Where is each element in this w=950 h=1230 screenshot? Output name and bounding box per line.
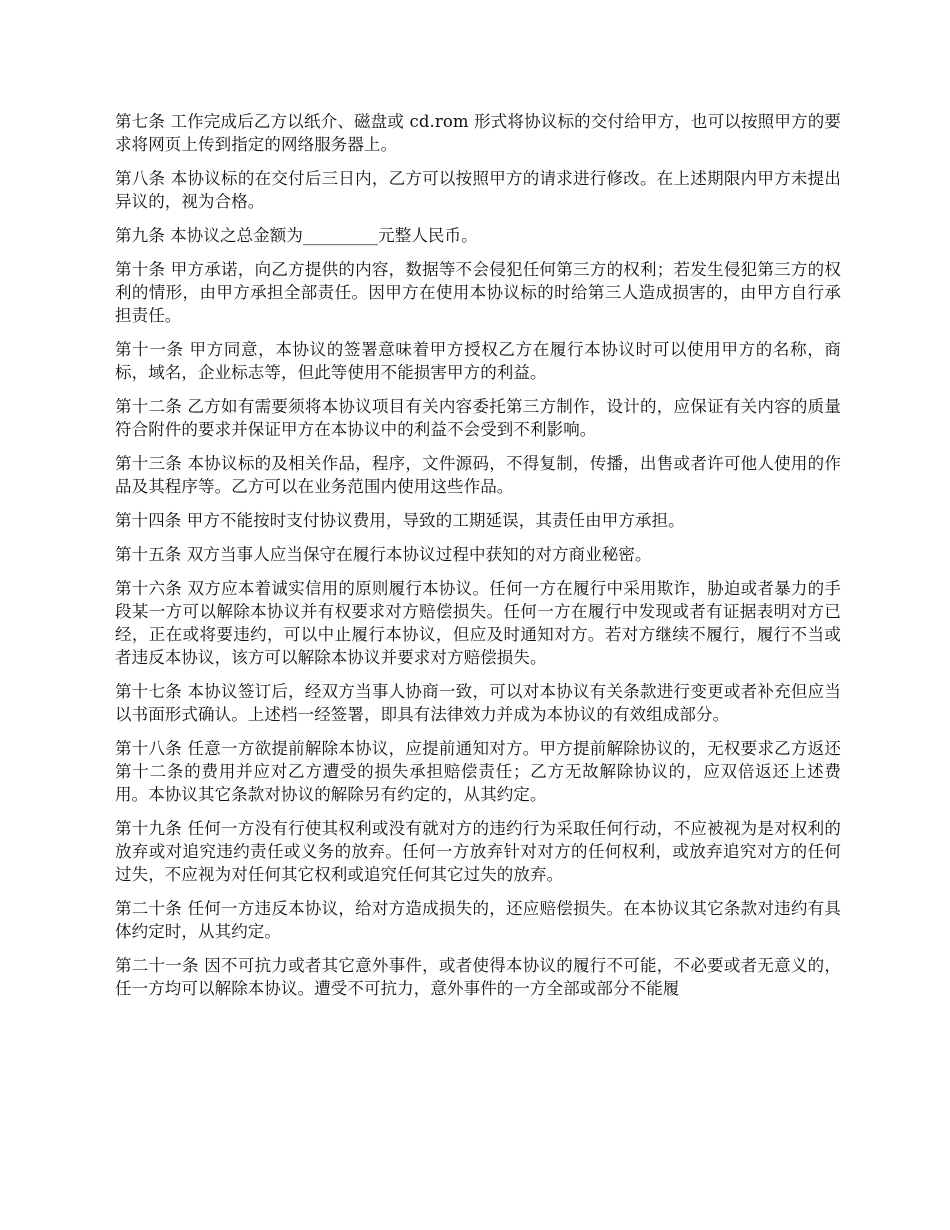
clause-9: 第九条 本协议之总金额为_________元整人民币。 <box>115 226 478 245</box>
document-body <box>115 110 841 1011</box>
clause-8: 第八条 本协议标的在交付后三日内，乙方可以按照甲方的请求进行修改。在上述期限内甲方未提出异议的，视为合格。 <box>115 169 841 211</box>
clause-10: 第十条 甲方承诺，向乙方提供的内容，数据等不会侵犯任何第三方的权利；若发生侵犯第三方的权利的情形，由甲方承担全部责任。因甲方在使用本协议标的时给第三人造成损害的，由甲方自行承担责任。 <box>115 260 841 325</box>
clause-7: 第七条 工作完成后乙方以纸介、磁盘或 cd.rom 形式将协议标的交付给甲方，也可以按照甲方的要求将网页上传到指定的网络服务器上。 <box>115 112 841 154</box>
clause-13: 第十三条 本协议标的及相关作品，程序，文件源码，不得复制，传播，出售或者许可他人使用的作品及其程序等。乙方可以在业务范围内使用这些作品。 <box>115 454 841 496</box>
clause-16: 第十六条 双方应本着诚实信用的原则履行本协议。任何一方在履行中采用欺诈，胁迫或者暴力的手段某一方可以解除本协议并有权要求对方赔偿损失。任何一方在履行中发现或者有证据表明对方已经，正在或将要违约，可以中止履行本协议，但应及时通知对方。若对方继续不履行，履行不当或者违反本协议，该方可以解除本协议并要求对方赔偿损失。 <box>115 579 841 667</box>
clause-12: 第十二条 乙方如有需要须将本协议项目有关内容委托第三方制作，设计的，应保证有关内容的质量符合附件的要求并保证甲方在本协议中的利益不会受到不利影响。 <box>115 397 841 439</box>
clause-21: 第二十一条 因不可抗力或者其它意外事件，或者使得本协议的履行不可能，不必要或者无意义的，任一方均可以解除本协议。遭受不可抗力，意外事件的一方全部或部分不能履 <box>115 956 841 998</box>
clause-20: 第二十条 任何一方违反本协议，给对方造成损失的，还应赔偿损失。在本协议其它条款对违约有具体约定时，从其约定。 <box>115 899 841 941</box>
clause-18: 第十八条 任意一方欲提前解除本协议，应提前通知对方。甲方提前解除协议的，无权要求乙方返还第十二条的费用并应对乙方遭受的损失承担赔偿责任；乙方无故解除协议的，应双倍返还上述费用。本协议其它条款对协议的解除另有约定的，从其约定。 <box>115 739 841 804</box>
clause-11: 第十一条 甲方同意，本协议的签署意味着甲方授权乙方在履行本协议时可以使用甲方的名称，商标，域名，企业标志等，但此等使用不能损害甲方的利益。 <box>115 340 841 382</box>
clause-19: 第十九条 任何一方没有行使其权利或没有就对方的违约行为采取任何行动，不应被视为是对权利的放弃或对追究违约责任或义务的放弃。任何一方放弃针对对方的任何权利，或放弃追究对方的任何过失，不应视为对任何其它权利或追究任何其它过失的放弃。 <box>115 819 841 884</box>
clause-17: 第十七条 本协议签订后，经双方当事人协商一致，可以对本协议有关条款进行变更或者补充但应当以书面形式确认。上述档一经签署，即具有法律效力并成为本协议的有效组成部分。 <box>115 682 841 724</box>
clause-14: 第十四条 甲方不能按时支付协议费用，导致的工期延误，其责任由甲方承担。 <box>115 511 685 530</box>
clause-15: 第十五条 双方当事人应当保守在履行本协议过程中获知的对方商业秘密。 <box>115 545 652 564</box>
